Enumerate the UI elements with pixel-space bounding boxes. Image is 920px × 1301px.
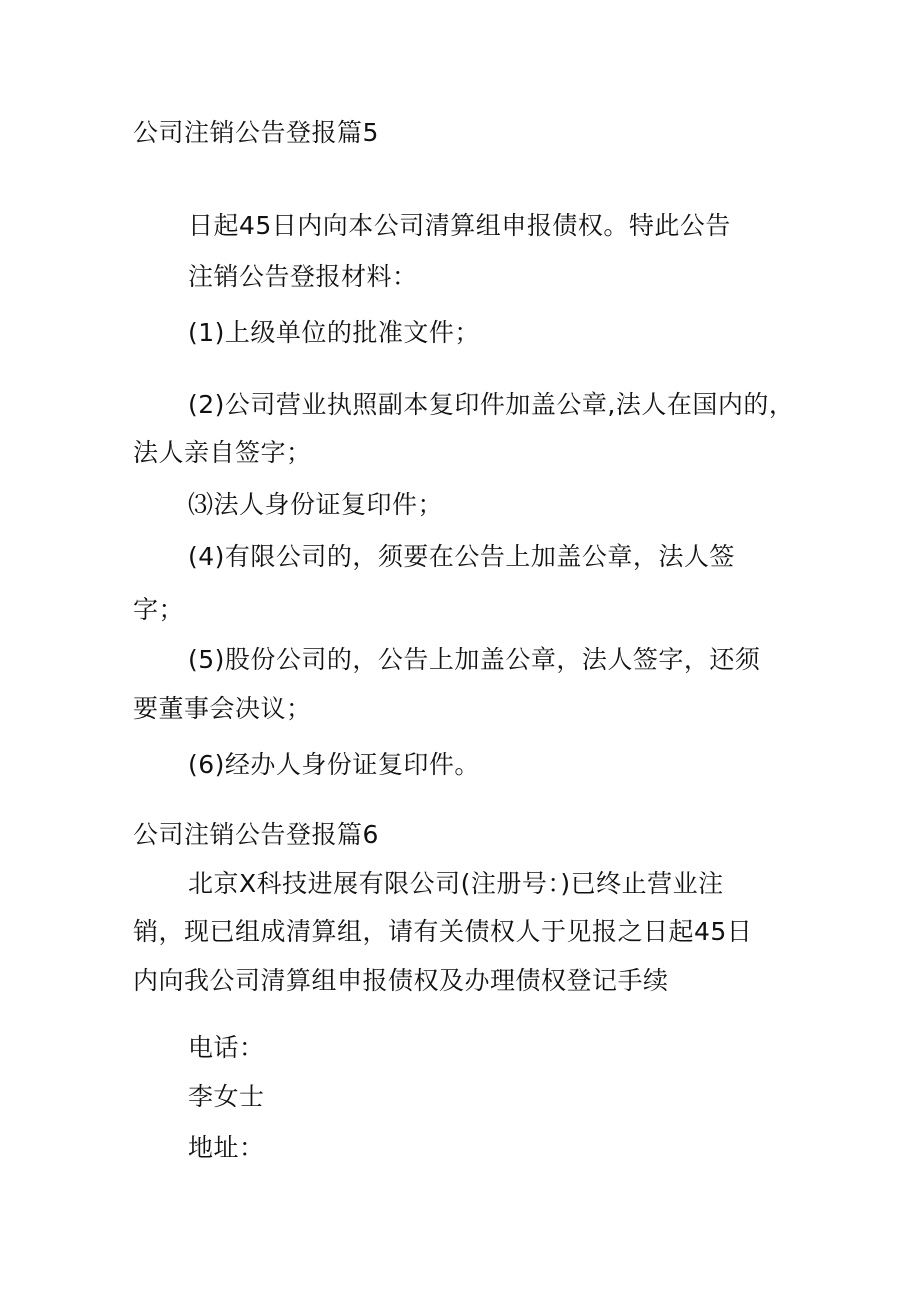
section-5-line-1: 日起45日内向本公司清算组申报债权。特此公告 [188, 211, 731, 240]
section-6-paragraph-line-b: 销，现已组成清算组，请有关债权人于见报之日起45日 [133, 917, 753, 946]
material-item-4-line-a: (4)有限公司的，须要在公告上加盖公章，法人签 [188, 542, 735, 571]
material-item-2-line-b: 法人亲自签字； [133, 438, 312, 467]
material-item-4-line-b: 字； [133, 595, 185, 624]
material-item-5-line-b: 要董事会决议； [133, 694, 312, 723]
material-item-2-line-a: (2)公司营业执照副本复印件加盖公章,法人在国内的， [188, 390, 795, 419]
material-item-3: ⑶法人身份证复印件； [188, 490, 444, 519]
material-item-6: (6)经办人身份证复印件。 [188, 750, 480, 779]
material-item-5-line-a: (5)股份公司的，公告上加盖公章，法人签字，还须 [188, 645, 761, 674]
section-5-heading: 公司注销公告登报篇5 [133, 118, 379, 147]
section-6-paragraph-line-c: 内向我公司清算组申报债权及办理债权登记手续 [133, 966, 669, 995]
contact-name: 李女士 [188, 1082, 265, 1111]
material-item-1: (1)上级单位的批准文件； [188, 318, 480, 347]
materials-title: 注销公告登报材料： [188, 262, 418, 291]
phone-label: 电话： [188, 1033, 265, 1062]
address-label: 地址： [188, 1133, 265, 1162]
section-6-paragraph-line-a: 北京X科技进展有限公司(注册号：)已终止营业注 [188, 869, 724, 898]
section-6-heading: 公司注销公告登报篇6 [133, 820, 379, 849]
